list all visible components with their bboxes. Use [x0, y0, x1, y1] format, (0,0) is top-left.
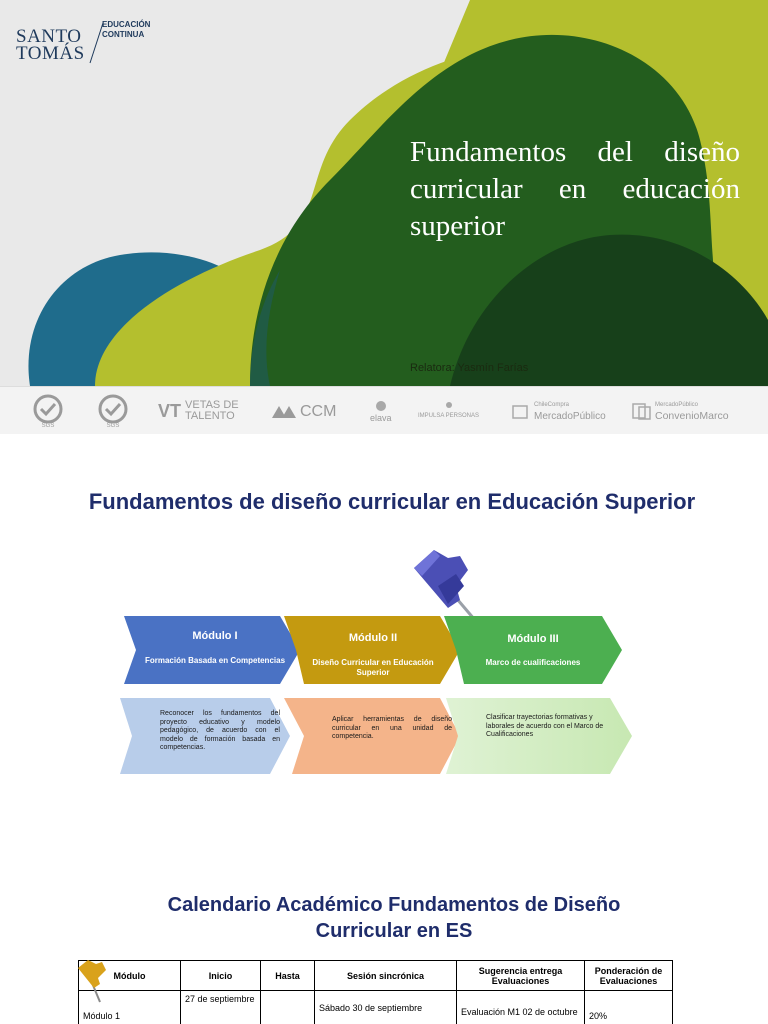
impulsa-label: IMPULSA PERSONAS: [418, 412, 480, 419]
table-cell: Sábado 30 de septiembre: [315, 991, 457, 1024]
elava-label: elava: [370, 412, 392, 423]
calendar-table: [78, 960, 673, 1024]
module-3-subtitle: Marco de cualificaciones: [485, 658, 581, 667]
table-cell: Evaluación M1 02 de octubre: [457, 991, 585, 1024]
table-cell: 27 de septiembre: [181, 991, 261, 1024]
logo-name-line1: SANTO: [16, 26, 82, 47]
cover-title: Fundamentos del diseño curricular en educación superior: [410, 136, 740, 242]
module-1-description: Reconocer los fundamentos del proyecto educativo y modelo pedagógico, de acuerdo con el modelo de formación basada en competencias.: [160, 710, 280, 751]
vetas-logo: [158, 395, 247, 427]
col-header: Sugerencia entrega Evaluaciones: [457, 961, 585, 991]
cover-slide: [0, 0, 768, 434]
mercado-sub-label: ChileCompra: [534, 402, 570, 408]
module-1-subtitle: Formación Basada en Competencias: [144, 656, 286, 665]
module-2-subtitle: Diseño Curricular en Educación Superior: [312, 658, 434, 677]
col-header: Inicio: [181, 961, 261, 991]
module-1-text: [140, 630, 290, 666]
vetas-label: VETAS DE TALENTO: [185, 399, 239, 422]
table-cell: 20%: [585, 991, 673, 1024]
col-header: Módulo: [79, 961, 181, 991]
document-icon: [632, 402, 652, 420]
sgs-seal-1: [30, 395, 68, 427]
modules-slide-title: Fundamentos de diseño curricular en Educación Superior: [88, 489, 696, 514]
impulsa-logo: [418, 395, 479, 427]
sgs-seal-2: [95, 395, 133, 427]
col-header: Ponderación de Evaluaciones: [585, 961, 673, 991]
module-3-description: Clasificar trayectorias formativas y laborales de acuerdo con el Marco de Cualificaciones: [486, 714, 604, 738]
mercado-label: MercadoPúblico: [534, 411, 606, 422]
col-header: Hasta: [261, 961, 315, 991]
document-icon: [512, 403, 530, 419]
mercado-publico-logo: [512, 395, 606, 427]
module-2-description: Aplicar herramientas de diseño curricular en una unidad de competencia.: [332, 716, 452, 740]
ccm-label: CCM: [300, 402, 337, 420]
table-header-row: [79, 961, 673, 991]
module-2-label: Módulo II: [348, 632, 398, 644]
ccm-triangles-icon: [272, 404, 300, 418]
module-3-label: Módulo III: [507, 633, 559, 645]
relator-text: Relatora: Yasmín Farías: [410, 362, 529, 374]
sgs-seal-icon: [30, 394, 68, 428]
table-row: [79, 991, 673, 1024]
convenio-label: ConvenioMarco: [655, 410, 729, 422]
vt-monogram-icon: VT: [158, 400, 182, 421]
module-3-text: [458, 633, 608, 668]
ccm-logo: [272, 395, 336, 427]
pushpin-yellow-icon: [76, 958, 110, 1004]
partner-logo-bar: [0, 386, 768, 434]
table-cell: Módulo 1: [79, 991, 181, 1024]
logo-unit-line2: CONTINUA: [102, 30, 145, 39]
convenio-marco-logo: [632, 395, 729, 427]
santo-tomas-logo: [16, 20, 151, 68]
sgs-label: SGS: [41, 423, 55, 428]
calendar-slide-title: Calendario Académico Fundamentos de Diseño Curricular en ES: [167, 894, 621, 942]
logo-name-line2: TOMÁS: [16, 43, 85, 64]
convenio-sub-label: MercadoPúblico: [655, 402, 699, 408]
table-cell: [261, 991, 315, 1024]
sgs-seal-icon: [95, 394, 133, 428]
elava-logo: [370, 395, 392, 427]
impulsa-people-icon: [442, 401, 456, 411]
sgs-label: SGS: [106, 423, 120, 428]
elava-mark-icon: [374, 399, 388, 413]
module-2-text: [298, 632, 448, 678]
col-header: Sesión sincrónica: [315, 961, 457, 991]
module-1-label: Módulo I: [192, 630, 238, 642]
logo-unit-line1: EDUCACIÓN: [102, 20, 151, 29]
